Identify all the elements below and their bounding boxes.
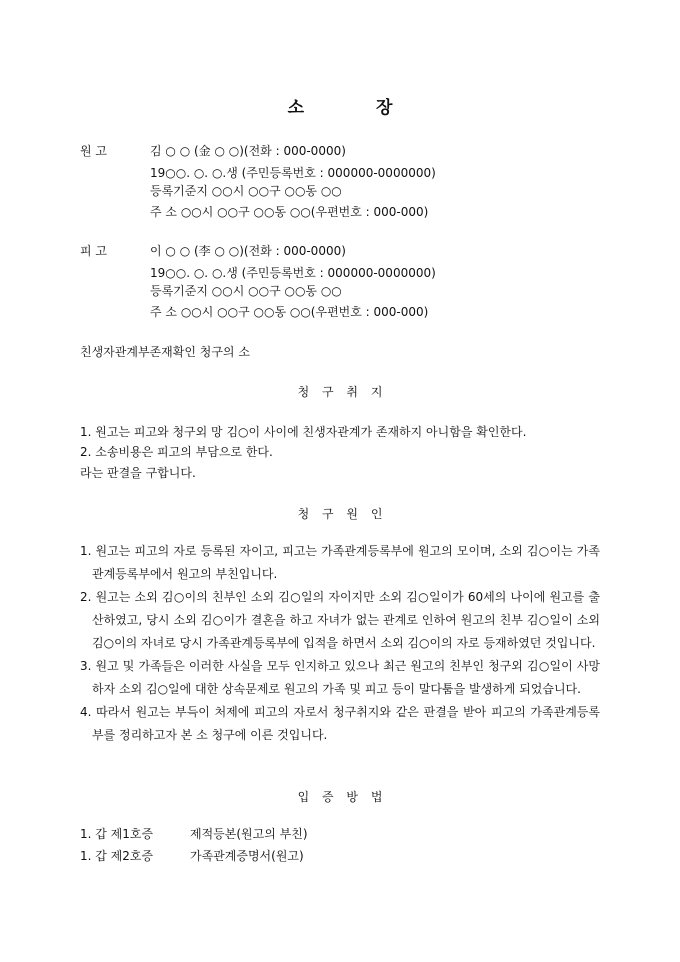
claim-cause-item-2: 2. 원고는 소외 김○이의 친부인 소외 김○일의 자이지만 소외 김○일이가 60세의 나이에 원고를 출산하였고, 당시 소외 김○이가 결혼을 하고 자녀가 없는 관계로 인하여 원고의 친부 김○일이 소외 김○이의 자녀로 당시 가족관계등록부에 입적을 하면서 소외 김○이의 자로 등재하였던 것입니다. bbox=[80, 590, 600, 650]
claim-purpose-item-2: 2. 소송비용은 피고의 부담으로 한다. bbox=[80, 445, 273, 459]
claim-purpose-item-1: 1. 원고는 피고와 청구외 망 김○이 사이에 친생자관계가 존재하지 아니함을 확인한다. bbox=[80, 425, 527, 439]
page-title bbox=[0, 98, 680, 118]
title-part-2: 장 bbox=[376, 98, 393, 118]
defendant-label: 피 고 bbox=[80, 244, 107, 258]
plaintiff-name: 김 ○ ○ (金 ○ ○)(전화 : 000-0000) bbox=[150, 144, 346, 158]
defendant-birth: 19○○. ○. ○.생 (주민등록번호 : 000000-0000000) bbox=[150, 266, 436, 280]
evidence-heading: 입 증 방 법 bbox=[297, 790, 383, 804]
claim-cause-heading: 청 구 원 인 bbox=[297, 507, 383, 521]
claim-purpose-heading: 청 구 취 지 bbox=[297, 385, 383, 399]
defendant-registry: 등록기준지 ○○시 ○○구 ○○동 ○○ bbox=[150, 284, 342, 298]
claim-cause-list bbox=[80, 540, 600, 747]
plaintiff-address: 주 소 ○○시 ○○구 ○○동 ○○(우편번호 : 000-000) bbox=[150, 205, 429, 219]
title-part-1: 소 bbox=[287, 98, 304, 118]
plaintiff-birth: 19○○. ○. ○.생 (주민등록번호 : 000000-0000000) bbox=[150, 166, 436, 180]
plaintiff-label: 원 고 bbox=[80, 144, 107, 158]
claim-purpose-closing: 라는 판결을 구합니다. bbox=[80, 466, 196, 480]
case-name: 친생자관계부존재확인 청구의 소 bbox=[80, 345, 250, 359]
defendant-address: 주 소 ○○시 ○○구 ○○동 ○○(우편번호 : 000-000) bbox=[150, 305, 429, 319]
evidence-document-2: 가족관계증명서(원고) bbox=[190, 849, 304, 863]
evidence-document-1: 제적등본(원고의 부친) bbox=[190, 827, 308, 841]
evidence-number-1: 1. 갑 제1호증 bbox=[80, 827, 154, 841]
plaintiff-registry: 등록기준지 ○○시 ○○구 ○○동 ○○ bbox=[150, 184, 342, 198]
evidence-number-2: 1. 갑 제2호증 bbox=[80, 849, 154, 863]
claim-cause-item-3: 3. 원고 및 가족들은 이러한 사실을 모두 인지하고 있으나 최근 원고의 친부인 청구외 김○일이 사망하자 소외 김○일에 대한 상속문제로 원고의 가족 및 피고 등이 말다툼을 발생하게 되었습니다. bbox=[80, 659, 600, 696]
claim-cause-item-1: 1. 원고는 피고의 자로 등록된 자이고, 피고는 가족관계등록부에 원고의 모이며, 소외 김○이는 가족관계등록부에서 원고의 부친입니다. bbox=[80, 544, 600, 581]
defendant-name: 이 ○ ○ (李 ○ ○)(전화 : 000-0000) bbox=[150, 244, 346, 258]
claim-cause-item-4: 4. 따라서 원고는 부득이 처제에 피고의 자로서 청구취지와 같은 판결을 받아 피고의 가족관계등록부를 정리하고자 본 소 청구에 이른 것입니다. bbox=[80, 705, 600, 742]
